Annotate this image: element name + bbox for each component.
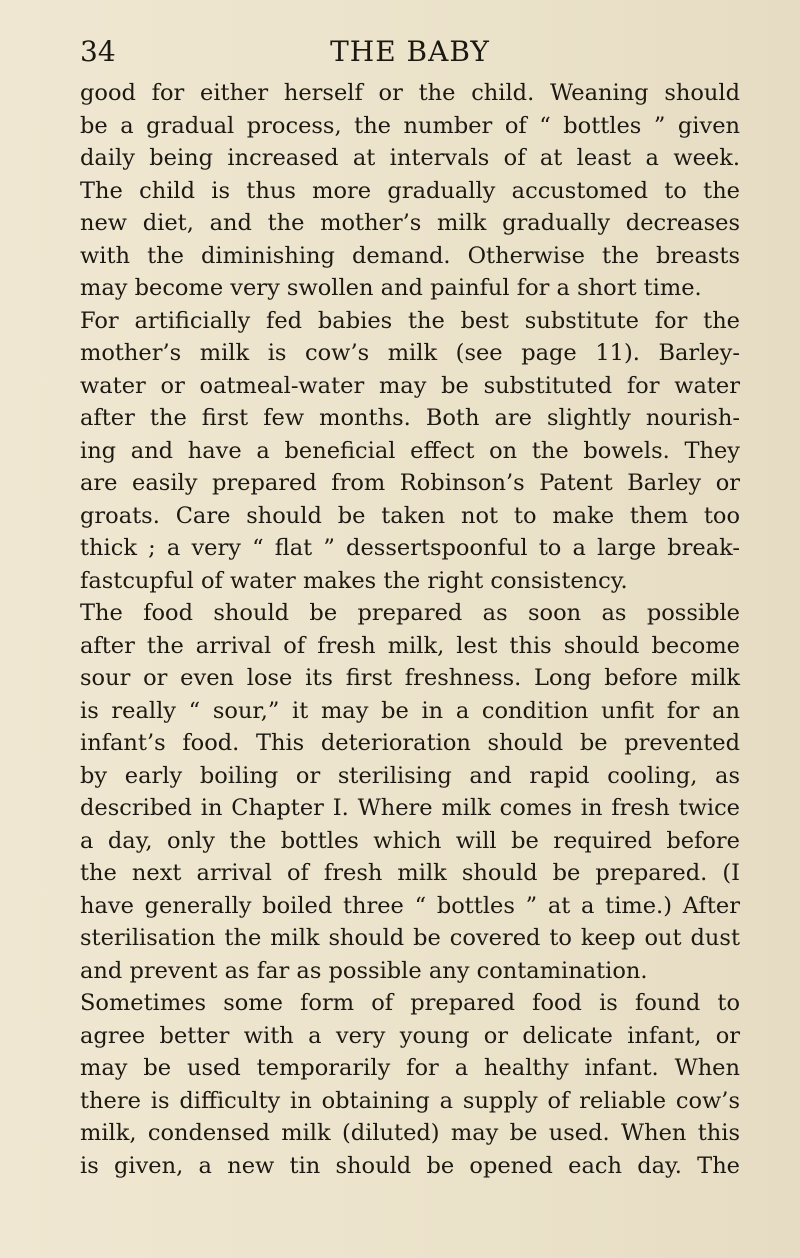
text-line: For artificially fed babies the best substitute for the xyxy=(80,307,740,334)
text-line: sour or even lose its first freshness. Long before milk xyxy=(80,665,740,691)
text-line: may be used temporarily for a healthy infant. When xyxy=(80,1055,740,1081)
text-line: The food should be prepared as soon as possible xyxy=(80,600,740,626)
text-line: fastcupful of water makes the right consistency. xyxy=(80,567,628,594)
text-line: be a gradual process, the number of “ bottles ” given xyxy=(80,112,740,139)
text-line: milk, condensed milk (diluted) may be used. When this xyxy=(80,1120,740,1146)
text-line: a day, only the bottles which will be required before xyxy=(80,827,740,854)
text-line: is really “ sour,” it may be in a condition unfit for an xyxy=(80,697,740,724)
text-line: agree better with a very young or delicate infant, or xyxy=(80,1022,740,1049)
text-line: have generally boiled three “ bottles ” at a time.) After xyxy=(80,892,740,919)
text-line: are easily prepared from Robinson’s Patent Barley or xyxy=(80,470,740,496)
text-line: may become very swollen and painful for a short time. xyxy=(80,275,702,301)
text-line: good for either herself or the child. Weaning should xyxy=(80,80,740,106)
text-line: groats. Care should be taken not to make them too xyxy=(80,502,740,529)
text-line: new diet, and the mother’s milk gradually decreases xyxy=(80,210,740,236)
text-line: ing and have a beneficial effect on the bowels. They xyxy=(80,437,740,464)
text-line: infant’s food. This deterioration should be prevented xyxy=(80,730,740,756)
body-text xyxy=(80,77,740,1182)
text-line: by early boiling or sterilising and rapid cooling, as xyxy=(80,762,740,789)
text-line: with the diminishing demand. Otherwise the breasts xyxy=(80,242,740,269)
text-line: and prevent as far as possible any contamination. xyxy=(80,957,648,984)
page-header xyxy=(80,32,740,72)
text-line: Sometimes some form of prepared food is found to xyxy=(80,990,740,1016)
text-line: described in Chapter I. Where milk comes in fresh twice xyxy=(80,795,740,821)
text-line: there is difficulty in obtaining a supply of reliable cow’s xyxy=(80,1087,740,1114)
text-line: thick ; a very “ flat ” dessertspoonful to a large break- xyxy=(80,535,740,561)
text-line: after the arrival of fresh milk, lest this should become xyxy=(80,632,740,659)
text-line: The child is thus more gradually accustomed to the xyxy=(80,177,740,204)
running-title: THE BABY xyxy=(330,35,490,68)
text-line: after the first few months. Both are slightly nourish- xyxy=(80,405,740,431)
text-line: is given, a new tin should be opened each day. The xyxy=(80,1152,740,1179)
text-line: water or oatmeal-water may be substituted for water xyxy=(80,372,740,399)
text-line: daily being increased at intervals of at least a week. xyxy=(80,145,740,171)
text-line: the next arrival of fresh milk should be prepared. (I xyxy=(80,860,740,886)
page-number: 34 xyxy=(80,35,116,68)
text-line: mother’s milk is cow’s milk (see page 11). Barley- xyxy=(80,340,740,366)
text-line: sterilisation the milk should be covered to keep out dust xyxy=(80,925,740,951)
